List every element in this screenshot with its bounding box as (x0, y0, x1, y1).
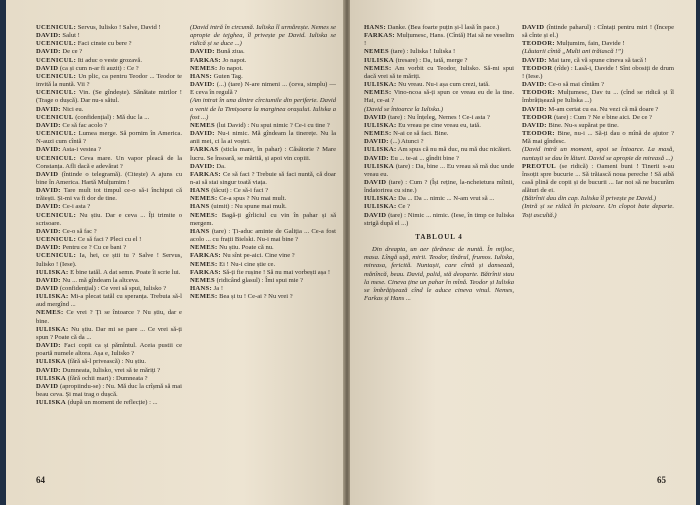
line-text: (întinde o telegramă). (Citește) A ajuns cu bine în America. Hartă Mulțumim ! (36, 170, 182, 186)
speaker-name: DAVID: (522, 121, 547, 129)
line-text: Nu știu. Dar e ceva ... Îți trimite o scrisoare. (36, 211, 182, 227)
speaker-name: DAVID: (36, 121, 61, 129)
speaker-name: DAVID: (364, 138, 389, 146)
dialogue-line (36, 57, 182, 65)
dialogue-line (364, 203, 514, 211)
dialogue-line (36, 24, 182, 32)
speaker-name: DAVID: (36, 105, 61, 113)
speaker-name: NEMES: (190, 293, 218, 301)
line-text: (Intră și se ridică în picioare. Un clopot bate departe. Toți ascultă.) (522, 203, 674, 219)
speaker-name: UCENICUL: (36, 24, 77, 31)
line-text: (ca și cum n-ar fi auzit) : Ce ? (59, 64, 139, 72)
line-text: Servus, Iulisko ! Salve, David ! (77, 24, 161, 31)
dialogue-line (522, 146, 674, 162)
line-text: Mulțumesc, Dav tu ... (cînd se ridică și îl îmbrățișează pe Iuliska ...) (522, 89, 674, 105)
dialogue-line (36, 212, 182, 228)
line-text: Am spus că nu mă duc, nu mă duc nicăieri. (397, 146, 512, 154)
dialogue-line (364, 122, 514, 130)
line-text: Tare mult tot timpul ce-o să-i închipui că trăiești. Și-mi va fi dor de tine. (36, 187, 182, 203)
speaker-name: IULISKA: (364, 146, 397, 154)
line-text: (Am intrat în una dintre cîrciumile din periferie. David a venit de la Timișoara la marginea orașului. Iuliska a fost ...) (190, 97, 336, 121)
speaker-name: NEMES (364, 48, 389, 56)
dialogue-line (364, 179, 514, 195)
dialogue-line (190, 187, 336, 195)
line-text: Mulțumesc, Hans. (Cîntă) Hai să ne veselim ! (364, 32, 514, 48)
dialogue-line (522, 89, 674, 105)
dialogue-line (522, 48, 674, 56)
line-text: Pentru ce ? Cu ce bani ? (62, 244, 127, 252)
speaker-name: FARKAS (190, 146, 219, 154)
dialogue-line (190, 195, 336, 203)
speaker-name: DAVID: (364, 154, 389, 162)
line-text: Da ... Da ... nimic ... N-am vrut să ... (398, 195, 495, 203)
dialogue-line (190, 293, 336, 301)
dialogue-line (190, 285, 336, 293)
dialogue-line (36, 269, 182, 277)
speaker-name: DAVID: (36, 366, 61, 374)
dialogue-line (364, 138, 514, 146)
line-text: Nu știu. Poate că nu. (219, 244, 274, 252)
dialogue-line (36, 228, 182, 236)
speaker-name: DAVID (36, 64, 59, 72)
dialogue-line (190, 252, 336, 260)
line-text: Vin. (Se gîndește). Sănătate mirilor ! (Trage o dușcă). Dar nu-s sătul. (36, 89, 182, 105)
dialogue-line (36, 40, 182, 48)
line-text: Am vorbit cu Teodor, Iulisko. Să-mi spui dacă vrei să te măriți. (364, 64, 514, 80)
line-text: Eu vreau pe cine vreau eu, tată. (398, 121, 481, 129)
dialogue-line (190, 269, 336, 277)
speaker-name: FARKAS: (190, 268, 221, 276)
speaker-name: HANS (190, 227, 210, 235)
dialogue-line (190, 73, 336, 81)
speaker-name: TEODOR: (522, 130, 555, 138)
dialogue-line (364, 146, 514, 154)
dialogue-line (190, 48, 336, 56)
dialogue-line (36, 309, 182, 325)
dialogue-line (36, 122, 182, 130)
dialogue-line (36, 32, 182, 40)
line-text: Ceva mare. Un vapor pleacă de la Constanța. Afli dacă e adevărat ? (36, 154, 182, 170)
line-text: (fără ochii mari) : Dumneata ? (67, 374, 148, 382)
dialogue-line (190, 171, 336, 187)
line-text: (...) (tare) N-are nimeni ... (ceva, simplu) — E ceva în regulă ? (190, 81, 336, 97)
dialogue-line (522, 65, 674, 81)
dialogue-line (522, 163, 674, 196)
speaker-name: PREOTUL (522, 162, 556, 170)
dialogue-line (522, 203, 674, 219)
right-page-column-1 (364, 24, 514, 454)
speaker-name: IULISKA: (36, 268, 69, 276)
dialogue-line (36, 171, 182, 187)
dialogue-line (522, 106, 674, 114)
line-text: Salut ! (62, 32, 80, 40)
dialogue-line (36, 293, 182, 309)
dialogue-line (364, 48, 514, 56)
speaker-name: HANS (190, 203, 210, 211)
dialogue-line (364, 155, 514, 163)
line-text: Faci copii ca și pămîntul. Aceia pustii ce poartă numele altora. Așa e, Iulisko ? (36, 342, 182, 358)
dialogue-line (190, 65, 336, 73)
dialogue-line (190, 228, 336, 244)
speaker-name: UCENICUL: (36, 236, 77, 244)
dialogue-line (522, 40, 674, 48)
speaker-name: NEMES: (190, 244, 218, 252)
line-text: Bagă-ți gîrliciul cu vin în pahar și să mergem. (190, 211, 336, 227)
line-text: Ce-i asta ? (62, 203, 91, 211)
speaker-name: IULISKA: (36, 325, 69, 333)
line-text: (lui David) : Nu spui nimic ? Ce-i cu tine ? (216, 121, 330, 129)
speaker-name: IULISKA (364, 162, 394, 170)
dialogue-line (522, 57, 674, 65)
speaker-name: FARKAS: (190, 56, 221, 64)
speaker-name: DAVID (36, 285, 59, 292)
line-text: (apropiindu-se) : Nu. Mă duc la crîșmă să mai beau ceva. Și mai trag o dușcă. (36, 382, 182, 399)
speaker-name: IULISKA: (364, 121, 397, 129)
line-text: (fără să-l privească) : Nu știu. (67, 358, 146, 366)
dialogue-line (190, 244, 336, 252)
line-text: Guten Tag. (213, 72, 243, 80)
dialogue-line (364, 81, 514, 89)
line-text: (Bătrînii dau din cap. Iuliska îl privește pe David.) (522, 195, 657, 203)
dialogue-line (36, 399, 182, 407)
line-text: (tare) : Iuliska ! Iuliska ! (390, 48, 456, 56)
line-text: (sticla mare, în pahar) : Căsătorie ? Mare lucru. Se însoară, se mărită, și apoi vin copiii. (190, 146, 336, 162)
dialogue-line (522, 24, 674, 40)
dialogue-line (522, 130, 674, 146)
line-text: Mai tare, că vă spune cineva să tacă ! (548, 56, 647, 64)
speaker-name: NEMES: (364, 89, 392, 97)
speaker-name: UCENICUL: (36, 154, 77, 162)
dialogue-line (36, 203, 182, 211)
speaker-name: FARKAS: (364, 32, 395, 40)
speaker-name: TEODOR (522, 64, 553, 72)
speaker-name: DAVID (522, 24, 545, 31)
speaker-name: IULISKA: (364, 203, 397, 211)
speaker-name: IULISKA: (364, 195, 397, 203)
line-text: Iti aduc o veste grozavă. (77, 56, 142, 64)
dialogue-line (36, 277, 182, 285)
dialogue-line (36, 130, 182, 146)
dialogue-line (36, 236, 182, 244)
speaker-name: FARKAS: (190, 252, 221, 260)
line-text: Ce ? (398, 203, 411, 211)
speaker-name: DAVID: (36, 342, 61, 350)
line-text: Un plic, ca pentru Teodor ... Teodor te invită la nuntă. Vii ? (36, 72, 182, 89)
line-text: Ei ! Nu-i cine știe ce. (219, 260, 276, 268)
dialogue-line (36, 252, 182, 268)
speaker-name: NEMES: (364, 130, 392, 138)
speaker-name: DAVID: (36, 276, 61, 284)
line-text: Nu știu. Dar mi se pare ... Ce vrei să-ți spun ? Poate că da ... (36, 325, 182, 341)
speaker-name: DAVID: (36, 203, 61, 211)
dialogue-line (36, 73, 182, 89)
line-text: (David intră un moment, apoi se întoarce. La masă, nuntașii se dau în lături. David se apropie de mireasă ...) (522, 146, 674, 162)
speaker-name: DAVID: (522, 56, 547, 64)
line-text: Bine, nu-i ... Să-ți dau o mînă de ajutor ? Mă mai gîndesc. (522, 130, 674, 146)
speaker-name: NEMES: (364, 64, 392, 72)
dialogue-line (522, 81, 674, 89)
line-text: Asta-i vestea ? (62, 146, 101, 154)
line-text: Bea și tu ! Ce-ai ? Nu vrei ? (219, 293, 293, 301)
left-page-number: 64 (36, 475, 45, 485)
speaker-name: UCENICUL: (36, 40, 77, 48)
speaker-name: DAVID: (522, 105, 547, 113)
speaker-name: DAVID: (36, 187, 61, 195)
line-text: Ce-o să fac ? (62, 227, 97, 235)
line-text: Ce-o să mai cîntăm ? (548, 81, 605, 89)
speaker-name: NEMES: (190, 195, 218, 203)
dialogue-line (522, 195, 674, 203)
line-text: Ja ! (213, 285, 224, 292)
speaker-name: DAVID: (36, 227, 61, 235)
speaker-name: NEMES: (190, 260, 218, 268)
dialogue-line (364, 89, 514, 105)
speaker-name: DAVID (36, 382, 59, 390)
speaker-name: DAVID: (190, 48, 215, 56)
line-text: (tare) : Nimic ... nimic. (Iese, în timp ce Iuliska strigă după el ...) (364, 211, 514, 227)
line-text: Nu ... mă gîndeam la altceva. (62, 276, 140, 284)
line-text: Nici eu. (62, 105, 84, 113)
line-text: Ce să fac acolo ? (62, 121, 108, 129)
line-text: (întinde paharul) : Cîntați pentru miri ! (Începe să cînte și el.) (522, 24, 674, 40)
speaker-name: NEMES (190, 276, 215, 284)
speaker-name: IULISKA (36, 399, 66, 407)
dialogue-line (36, 106, 182, 114)
dialogue-line (364, 212, 514, 228)
line-text: De ce ? (62, 48, 83, 56)
line-text: E bine tatăl. A dat semn. Poate îi scrie lui. (70, 268, 181, 276)
dialogue-line (190, 24, 336, 48)
speaker-name: IULISKA: (364, 81, 397, 89)
dialogue-line (522, 114, 674, 122)
line-text: Lumea merge. Să pornim în America. N-auzi cum cîntă ? (36, 130, 182, 146)
line-text: (confidențial) : Mă duc la ... (75, 113, 150, 121)
speaker-name: NEMES: (36, 309, 64, 317)
speaker-name: DAVID: (36, 48, 61, 56)
line-text: (David intră în circumă. Iuliska îl urmărește. Nemes se apropie de tejghea, îl privește pe David. Iuliska se ridică și se duce ...) (190, 24, 336, 48)
line-text: (David se întoarce la Iuliska.) (364, 105, 444, 113)
dialogue-line (364, 65, 514, 81)
line-text: Faci cinste cu bere ? (77, 40, 132, 48)
dialogue-line (190, 81, 336, 97)
stage-directions: Din dreapta, un aer țărănesc de nuntă. În mijloc, masa. Lîngă ușă, mirii. Teodor, tînărul, frumos. Iuliska, mireasa, fericită. Nuntașii, care cîntă și dansează, mănîncă, beau. David, palid, stă deoparte. Bătrînii stau la mese. Cineva ține un pahar în mînă. Teodor și Iuliska se îmbrățișează cînd le aduce cineva vinul. Nemes, Farkas și Hans ... (364, 246, 514, 302)
dialogue-line (364, 114, 514, 122)
line-text: (tăcut) : Ce să-i faci ? (211, 187, 269, 195)
line-text: Eu ... te-ai ... gîndit bine ? (390, 154, 459, 162)
speaker-name: TEODOR (522, 113, 553, 121)
dialogue-line (364, 195, 514, 203)
dialogue-line (522, 122, 674, 130)
speaker-name: UCENICUL: (36, 72, 77, 80)
line-text: (tare) : Da, bine ... Eu vreau să mă duc unde vreau eu. (364, 162, 514, 178)
line-text: Bine. Nu-s supărat pe tine. (548, 121, 619, 129)
speaker-name: DAVID (364, 178, 387, 186)
speaker-name: DAVID: (190, 162, 215, 170)
speaker-name: DAVID: (190, 130, 215, 138)
speaker-name: UCENICUL: (36, 89, 77, 97)
dialogue-line (364, 24, 514, 32)
dialogue-line (190, 163, 336, 171)
speaker-name: DAVID: (36, 32, 61, 40)
left-page-column-1 (36, 24, 182, 454)
right-page-number: 65 (657, 475, 666, 485)
speaker-name: FARKAS: (190, 170, 221, 178)
line-text: Jo napot. (222, 56, 247, 64)
line-text: (...) Atunci ? (390, 138, 424, 146)
line-text: Mi-a plecat tatăl cu speranța. Trebuia să-l aud mergînd ... (36, 293, 182, 309)
dialogue-line (190, 97, 336, 121)
speaker-name: IULISKA: (36, 293, 69, 301)
line-text: Ce vrei ? Ți se întoarce ? Nu știu, dar e bine. (36, 309, 182, 325)
dialogue-line (190, 203, 336, 211)
line-text: (tare) : Cum ? Ne e bine aici. De ce ? (554, 113, 652, 121)
line-text: (tare) : Nu înțeleg, Nemes ! Ce-i asta ? (387, 113, 490, 121)
line-text: Nu sînt pe-aici. Cine vine ? (222, 252, 295, 260)
line-text: Dumneata, Iulisko, vrei să te măriți ? (62, 366, 161, 374)
speaker-name: DAVID (364, 113, 387, 121)
speaker-name: NEMES (190, 121, 215, 129)
line-text: Da. (216, 162, 226, 170)
speaker-name: DAVID (364, 211, 387, 219)
dialogue-line (36, 375, 182, 383)
line-text: Nu vreau. Nu-i așa cum crezi, tată. (398, 81, 490, 89)
dialogue-line (36, 358, 182, 366)
speaker-name: DAVID (36, 170, 59, 178)
speaker-name: DAVID: (522, 81, 547, 89)
speaker-name: TEODOR: (522, 40, 555, 48)
speaker-name: NEMES: (190, 211, 218, 219)
speaker-name: DAVID: (36, 244, 61, 252)
dialogue-line (190, 57, 336, 65)
dialogue-line (36, 244, 182, 252)
line-text: Să-ți fie rușine ! Să nu mai vorbești așa ! (222, 268, 331, 276)
dialogue-line (364, 130, 514, 138)
line-text: M-am certat cu ea. Nu vezi că mă doare ? (548, 105, 659, 113)
dialogue-line (36, 285, 182, 293)
dialogue-line (36, 187, 182, 203)
line-text: Mulțumim, fain, Davide ! (556, 40, 625, 48)
speaker-name: UCENICUL: (36, 252, 77, 260)
right-page-column-2 (522, 24, 674, 454)
speaker-name: HANS: (190, 285, 213, 292)
line-text: (tare) : Cum ? (Își reține, la-ncheietura mîinii, îndatorirea cu sine.) (364, 178, 514, 195)
dialogue-line (190, 261, 336, 269)
right-page (350, 0, 696, 505)
speaker-name: HANS: (364, 24, 387, 31)
dialogue-line (36, 48, 182, 56)
line-text: Bună ziua. (216, 48, 245, 56)
line-text: (rîde) : Lasă-i, Davide ! Sînt obosiți de drum ! (Iese.) (522, 64, 674, 80)
dialogue-line (36, 114, 182, 122)
dialogue-line (364, 106, 514, 114)
speaker-name: DAVID: (190, 81, 215, 89)
dialogue-line (36, 89, 182, 105)
line-text: Vino-ncoa să-ți spun ce vreau eu de la tine. Hai, ce-ai ? (364, 89, 514, 105)
speaker-name: HANS: (190, 72, 213, 80)
speaker-name: NEMES: (190, 64, 218, 72)
line-text: (după un moment de reflecție) : ... (67, 399, 158, 407)
speaker-name: IULISKA (36, 358, 66, 366)
speaker-name: DAVID: (36, 146, 61, 154)
dialogue-line (36, 342, 182, 358)
line-text: (tare) : Ți-aduc aminte de Galiția ... Ce-a fost acolo ... cu frații Bielski. Nu-i mai bine ? (190, 227, 336, 244)
dialogue-line (190, 130, 336, 146)
line-text: (tresare) : Da, tată, merge ? (395, 56, 468, 64)
speaker-name: UCENICUL (36, 113, 74, 121)
line-text: N-ai ce să faci. Bine. (393, 130, 449, 138)
dialogue-line (364, 57, 514, 65)
line-text: (confidențial) : Ce vrei să spui, Iulisko ? (59, 285, 167, 292)
line-text: Jo napot. (219, 64, 243, 72)
speaker-name: IULISKA (36, 374, 66, 382)
line-text: (Lăutarii cîntă „Multi ani trăiască !”) (522, 48, 624, 56)
dialogue-line (36, 155, 182, 171)
line-text: (ridicând glasul) : Îmi spui mie ? (216, 276, 304, 284)
speaker-name: HANS (190, 187, 210, 195)
left-page (6, 0, 344, 505)
speaker-name: UCENICUL: (36, 130, 77, 138)
speaker-name: UCENICUL: (36, 211, 77, 219)
dialogue-line (190, 277, 336, 285)
line-text: Danke. (Bea foarte puțin și-l lasă în pace.) (387, 24, 500, 31)
line-text: Ce să faci ? Pleci cu el ! (77, 236, 142, 244)
scene-title: TABLOUL 4 (415, 232, 463, 241)
line-text: Ia, hei, ce știi tu ? Salve ! Servus, Iulisko ! (Iese). (36, 252, 182, 268)
line-text: Nu-i nimic. Mă gîndeam la tinerețe. Nu la anii mei, ci la ai voștri. (190, 130, 336, 146)
dialogue-line (36, 65, 182, 73)
dialogue-line (364, 163, 514, 179)
book-spread (6, 0, 696, 505)
dialogue-line (190, 122, 336, 130)
line-text: (se ridică) : Oameni buni ! Tinerii s-au însoțit spre bucurie ... Să trăiască noua pereche ! Să aibă casă plină de copii și de bucurii ... Iar noi să ne bucurăm alături de ei. (522, 162, 674, 195)
speaker-name: TEODOR: (522, 89, 555, 97)
speaker-name: IULISKA (364, 56, 394, 64)
line-text: Ce să faci ? Trebuie să faci nuntă, că doar n-ai să stai singur toată viața. (190, 170, 336, 186)
dialogue-line (364, 32, 514, 48)
line-text: Ce-a spus ? Nu mai mult. (219, 195, 287, 203)
dialogue-line (36, 146, 182, 154)
dialogue-line (190, 146, 336, 162)
dialogue-line (36, 367, 182, 375)
line-text: (uimit) : Nu spune mai mult. (211, 203, 287, 211)
speaker-name: UCENICUL: (36, 56, 77, 64)
left-page-column-2 (190, 24, 336, 454)
dialogue-line (36, 326, 182, 342)
dialogue-line (36, 383, 182, 399)
dialogue-line (190, 212, 336, 228)
